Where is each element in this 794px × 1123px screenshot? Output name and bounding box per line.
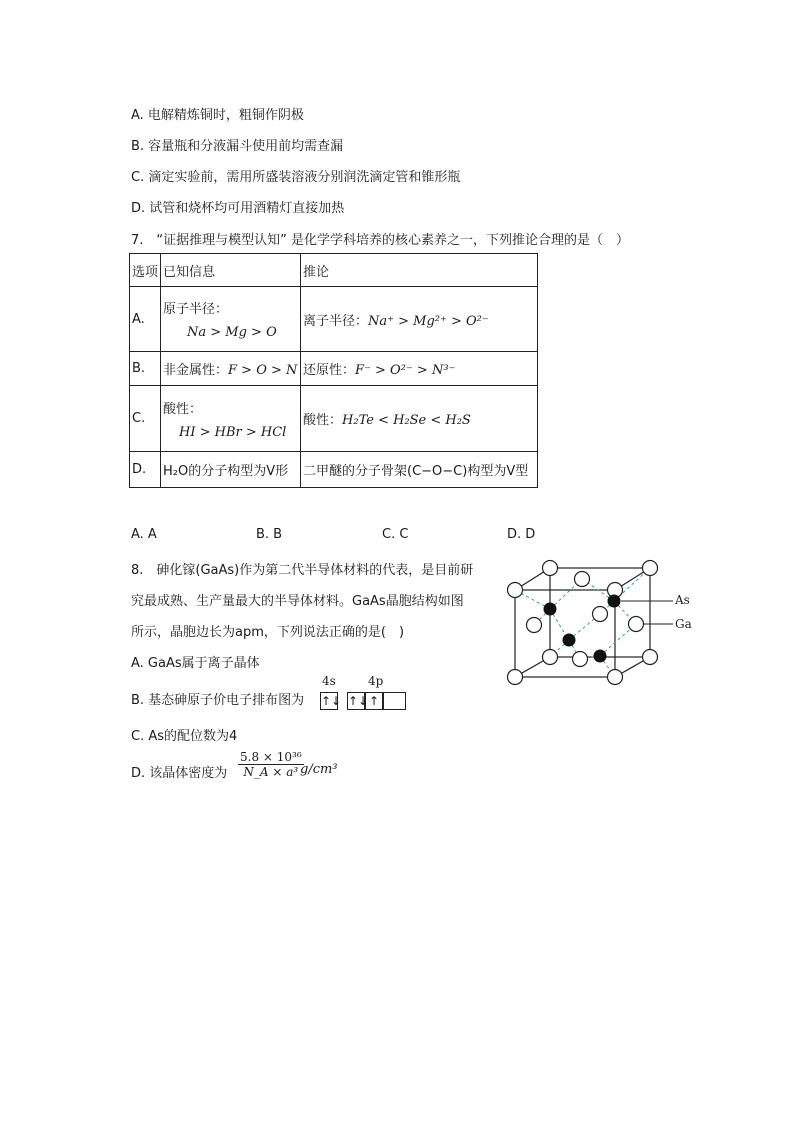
row-a-inference bbox=[301, 287, 538, 352]
row-c-info bbox=[161, 386, 301, 452]
q7-answer-b: B. B bbox=[256, 527, 283, 542]
ga-label: Ga bbox=[675, 617, 692, 631]
q6-option-c: C. 滴定实验前，需用所盛装溶液分别润洗滴定管和锥形瓶 bbox=[131, 170, 461, 185]
table-header-option: 选项 bbox=[130, 254, 161, 287]
row-b-inference-expr: F⁻ > O²⁻ > N³⁻ bbox=[355, 363, 456, 378]
q7-answer-d: D. D bbox=[507, 527, 536, 542]
table-row bbox=[130, 352, 538, 386]
q8-stem-line-3: 所示，晶胞边长为apm，下列说法正确的是( ) bbox=[131, 625, 405, 640]
q6-option-d: D. 试管和烧杯均可用酒精灯直接加热 bbox=[131, 201, 345, 216]
q7-answer-a: A. A bbox=[131, 527, 157, 542]
row-a-info-label: 原子半径： bbox=[163, 302, 229, 317]
fraction-numerator: 5.8 × 10³⁶ bbox=[240, 750, 302, 764]
row-c-inference-label: 酸性： bbox=[303, 413, 343, 428]
as-label: As bbox=[675, 593, 690, 607]
orbital-4s-label: 4s bbox=[322, 674, 336, 688]
row-c-inference bbox=[301, 386, 538, 452]
row-a-info-expr: Na > Mg > O bbox=[187, 325, 277, 340]
table-row bbox=[130, 287, 538, 352]
orbital-4p-label: 4p bbox=[368, 674, 384, 688]
orbital-4p-box-3 bbox=[383, 692, 406, 710]
row-a-option: A. bbox=[130, 287, 161, 352]
density-unit: g/cm³ bbox=[300, 762, 338, 777]
row-d-inference: 二甲醚的分子骨架(C−O−C)构型为V型 bbox=[301, 452, 538, 488]
table-row bbox=[130, 386, 538, 452]
q7-answers bbox=[131, 527, 551, 547]
q8-stem-line-2: 究最成熟、生产量最大的半导体材料。GaAs晶胞结构如图 bbox=[131, 594, 464, 609]
q8-option-b-prefix: B. 基态砷原子价电子排布图为 bbox=[131, 693, 305, 708]
gaas-unit-cell-diagram bbox=[500, 558, 690, 688]
orbital-4s-box: ↑↓ bbox=[321, 694, 342, 708]
density-fraction bbox=[238, 750, 304, 779]
row-d-option: D. bbox=[130, 452, 161, 488]
row-b-inference bbox=[301, 352, 538, 386]
q7-table bbox=[129, 253, 538, 488]
orbital-4p-box-1: ↑↓ bbox=[348, 694, 369, 708]
q8-option-a: A. GaAs属于离子晶体 bbox=[131, 656, 260, 671]
q6-option-b: B. 容量瓶和分液漏斗使用前均需查漏 bbox=[131, 139, 344, 154]
row-d-info: H₂O的分子构型为V形 bbox=[161, 452, 301, 488]
q8-option-d-prefix: D. 该晶体密度为 bbox=[131, 766, 228, 781]
table-row bbox=[130, 452, 538, 488]
q8-stem-line-1: 8. 砷化镓(GaAs)作为第二代半导体材料的代表，是目前研 bbox=[131, 563, 474, 578]
row-c-option: C. bbox=[130, 386, 161, 452]
table-header-inference: 推论 bbox=[301, 254, 538, 287]
row-a-inference-label: 离子半径： bbox=[303, 313, 369, 329]
row-b-info-expr: F > O > N bbox=[228, 363, 298, 378]
fraction-denominator: N_A × a³ bbox=[243, 765, 299, 779]
row-b-option: B. bbox=[130, 352, 161, 386]
orbital-4p-box-2: ↑ bbox=[365, 692, 383, 710]
q7-stem: 7. “证据推理与模型认知” 是化学学科培养的核心素养之一，下列推论合理的是（ ） bbox=[131, 233, 630, 248]
row-b-inference-label: 还原性： bbox=[303, 363, 356, 378]
table-header-info: 已知信息 bbox=[161, 254, 301, 287]
q7-answer-c: C. C bbox=[382, 527, 409, 542]
row-a-inference-expr: Na⁺ > Mg²⁺ > O²⁻ bbox=[368, 313, 489, 329]
q6-option-a: A. 电解精炼铜时，粗铜作阴极 bbox=[131, 108, 304, 123]
row-b-info-label: 非金属性： bbox=[163, 363, 229, 378]
row-c-info-expr: HI > HBr > HCl bbox=[179, 424, 287, 440]
row-c-info-label: 酸性： bbox=[163, 401, 203, 417]
row-a-info bbox=[161, 287, 301, 352]
q8-option-c: C. As的配位数为4 bbox=[131, 729, 238, 744]
row-b-info bbox=[161, 352, 301, 386]
row-c-inference-expr: H₂Te < H₂Se < H₂S bbox=[342, 413, 471, 428]
table-header-row bbox=[130, 254, 538, 287]
